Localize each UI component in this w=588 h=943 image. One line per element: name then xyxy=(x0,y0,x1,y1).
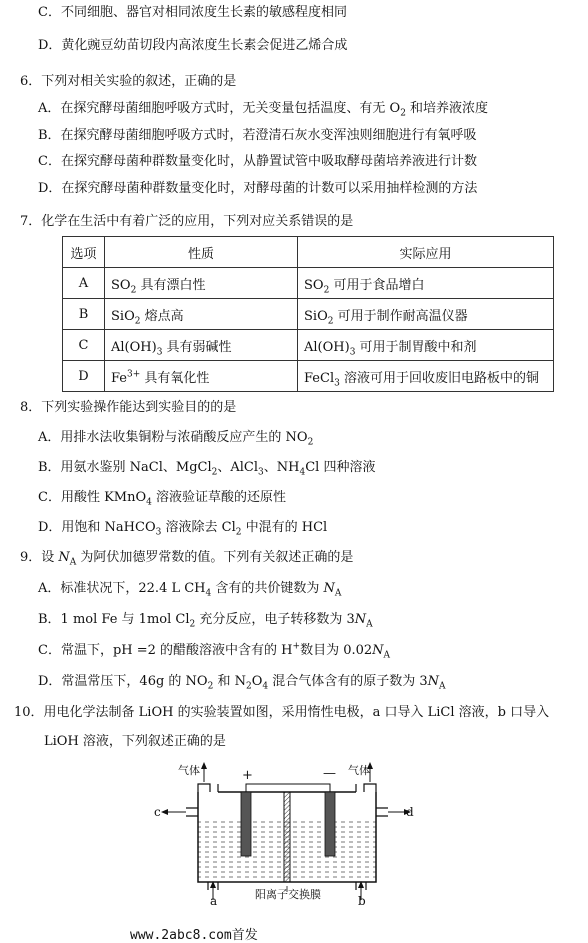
q6-option-c: C．在探究酵母菌种群数量变化时，从静置试管中吸取酵母菌培养液进行计数 xyxy=(38,154,477,169)
right-gas-outlet xyxy=(356,784,376,792)
q7-stem: 7．化学在生活中有着广泛的应用，下列对应关系错误的是 xyxy=(20,214,354,229)
label-membrane: 阳离子交换膜 xyxy=(255,888,321,901)
q9-option-a: A．标准状况下，22.4 L $CH_4$ 含有的共价键数为 $N_A$ xyxy=(38,581,342,599)
q5-option-d: D．黄化豌豆幼苗切段内高浓度生长素会促进乙烯合成 xyxy=(38,38,348,53)
label-outlet-d: d xyxy=(406,805,414,819)
left-gas-outlet xyxy=(198,784,218,792)
row-option: A xyxy=(63,268,105,299)
header-option: 选项 xyxy=(63,237,105,268)
cation-exchange-membrane xyxy=(284,792,290,882)
electrolysis-diagram xyxy=(156,760,416,910)
q9-option-d: D．常温常压下，46g 的 $NO_2$ 和 $N_2O_4$ 混合气体含有的原子数为 $3N_A$ xyxy=(38,674,446,692)
q5-option-c: C．不同细胞、器官对相同浓度生长素的敏感程度相同 xyxy=(38,5,347,20)
label-gas-right: 气体 xyxy=(348,764,370,777)
header-application: 实际应用 xyxy=(298,237,554,268)
label-inlet-a: a xyxy=(210,894,218,908)
outlet-c-arrowhead xyxy=(161,809,168,815)
row-option: D xyxy=(63,361,105,392)
label-gas-left: 气体 xyxy=(178,764,200,777)
q10-stem-line2: LiOH 溶液，下列叙述正确的是 xyxy=(44,734,226,749)
row-application: $SO_2$ 可用于食品增白 xyxy=(298,268,554,299)
table-row xyxy=(63,299,554,330)
q9-option-c: C．常温下，pH =2 的醋酸溶液中含有的 H+数目为 $0.02N_A$ xyxy=(38,641,391,661)
cathode-electrode xyxy=(325,792,335,856)
row-application: $Al(OH)_3$ 可用于制胃酸中和剂 xyxy=(298,330,554,361)
external-wire xyxy=(246,784,330,792)
table-row xyxy=(63,361,554,392)
label-anode-plus: + xyxy=(242,768,253,783)
table-row xyxy=(63,268,554,299)
row-property: $SO_2$ 具有漂白性 xyxy=(105,268,298,299)
row-property: $Fe^{3+}$ 具有氧化性 xyxy=(105,361,298,392)
row-application: FeCl$_3$ 溶液可用于回收废旧电路板中的铜 xyxy=(298,361,554,392)
row-property: $Al(OH)_3$ 具有弱碱性 xyxy=(105,330,298,361)
footer-watermark: www.2abc8.com首发 xyxy=(130,928,258,943)
q8-option-c: C．用酸性 KMnO$_4$ 溶液验证草酸的还原性 xyxy=(38,490,287,508)
q8-stem: 8．下列实验操作能达到实验目的的是 xyxy=(20,400,237,415)
label-outlet-c: c xyxy=(154,805,161,819)
q9-option-b: B．1 mol Fe 与 1mol $Cl_2$ 充分反应，电子转移数为 $3N_A$ xyxy=(38,612,373,630)
q8-option-b: B．用氨水鉴别 NaCl、MgCl$_2$、AlCl$_3$、$NH_4Cl$ 四种溶液 xyxy=(38,460,376,478)
q10-stem-line1: 10．用电化学法制备 LiOH 的实验装置如图，采用惰性电极，a 口导入 LiCl 溶液，b 口导入 xyxy=(14,705,550,720)
outlet-d-pipe xyxy=(376,808,388,816)
q6-option-d: D．在探究酵母菌种群数量变化时，对酵母菌的计数可以采用抽样检测的方法 xyxy=(38,181,478,196)
q8-option-d: D．用饱和 NaHCO$_3$ 溶液除去 $Cl_2$ 中混有的 HCl xyxy=(38,520,328,538)
table-header-row xyxy=(63,237,554,268)
q6-option-a: A．在探究酵母菌细胞呼吸方式时，无关变量包括温度、有无 $O_2$ 和培养液浓度 xyxy=(38,101,489,119)
q6-stem: 6．下列对相关实验的叙述，正确的是 xyxy=(20,74,237,89)
row-property: SiO$_2$ 熔点高 xyxy=(105,299,298,330)
header-property: 性质 xyxy=(105,237,298,268)
outlet-c-pipe xyxy=(186,808,198,816)
row-application: SiO$_2$ 可用于制作耐高温仪器 xyxy=(298,299,554,330)
label-cathode-minus: — xyxy=(323,766,336,781)
q9-stem: 9．设 $N_A$ 为阿伏加德罗常数的值。下列有关叙述正确的是 xyxy=(20,550,354,568)
anode-electrode xyxy=(241,792,251,856)
label-inlet-b: b xyxy=(358,894,366,908)
row-option: C xyxy=(63,330,105,361)
row-option: B xyxy=(63,299,105,330)
q7-table xyxy=(62,236,554,392)
q6-option-b: B．在探究酵母菌细胞呼吸方式时，若澄清石灰水变浑浊则细胞进行有氧呼吸 xyxy=(38,128,477,143)
table-row xyxy=(63,330,554,361)
left-gas-arrowhead xyxy=(201,762,207,769)
q8-option-a: A．用排水法收集铜粉与浓硝酸反应产生的 $NO_2$ xyxy=(38,430,314,448)
